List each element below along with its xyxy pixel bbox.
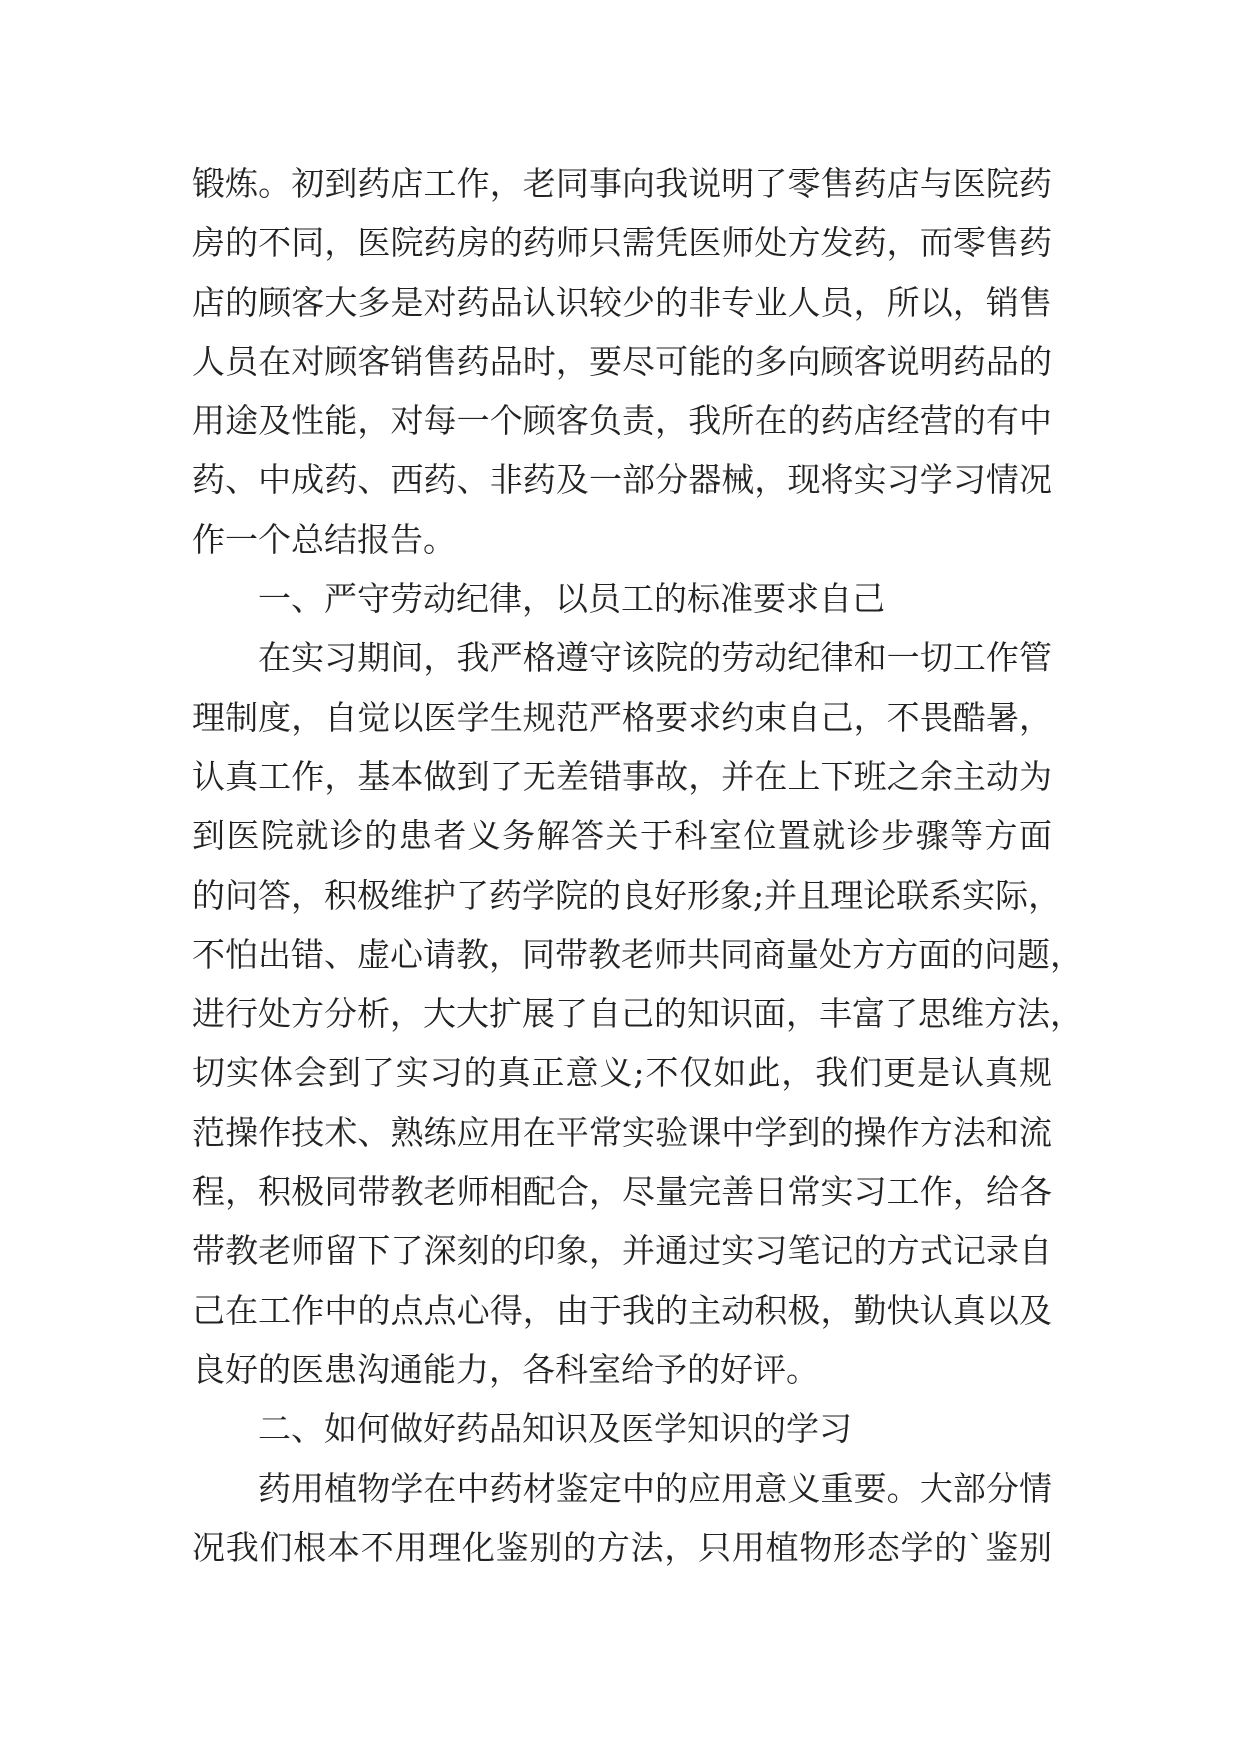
document-body [192,154,1083,1577]
text-line: 良好的医患沟通能力，各科室给予的好评。 [192,1349,819,1389]
text-line: 到医院就诊的患者义务解答关于科室位置就诊步骤等方面 [192,816,1052,856]
text-line: 的问答，积极维护了药学院的良好形象;并且理论联系实际， [192,875,1062,915]
text-line: 不怕出错、虚心请教，同带教老师共同商量处方方面的问题， [192,934,1083,974]
text-line: 药、中成药、西药、非药及一部分器械，现将实习学习情况 [192,460,1052,500]
text-line: 锻炼。初到药店工作，老同事向我说明了零售药店与医院药 [192,164,1052,203]
text-line: 带教老师留下了深刻的印象，并通过实习笔记的方式记录自 [192,1231,1052,1271]
section-heading-1: 一、严守劳动纪律，以员工的标准要求自己 [258,579,885,619]
text-line: 在实习期间，我严格遵守该院的劳动纪律和一切工作管 [258,638,1052,678]
text-line: 认真工作，基本做到了无差错事故，并在上下班之余主动为 [192,756,1052,796]
text-line: 理制度，自觉以医学生规范严格要求约束自己，不畏酷暑， [192,697,1052,737]
text-line: 程，积极同带教老师相配合，尽量完善日常实习工作，给各 [192,1172,1052,1212]
text-line: 况我们根本不用理化鉴别的方法，只用植物形态学的`鉴别 [192,1527,1052,1567]
text-line: 范操作技术、熟练应用在平常实验课中学到的操作方法和流 [192,1112,1052,1152]
text-line: 进行处方分析，大大扩展了自己的知识面，丰富了思维方法， [192,994,1083,1034]
text-line: 用途及性能，对每一个顾客负责，我所在的药店经营的有中 [192,401,1052,441]
text-line: 作一个总结报告。 [192,519,456,559]
text-line: 切实体会到了实习的真正意义;不仅如此，我们更是认真规 [192,1053,1052,1093]
text-line: 己在工作中的点点心得，由于我的主动积极，勤快认真以及 [192,1290,1052,1330]
text-line: 店的顾客大多是对药品认识较少的非专业人员，所以，销售 [192,282,1052,322]
text-line: 人员在对顾客销售药品时，要尽可能的多向顾客说明药品的 [192,341,1052,381]
section-heading-2: 二、如何做好药品知识及医学知识的学习 [258,1409,852,1449]
text-line: 药用植物学在中药材鉴定中的应用意义重要。大部分情 [258,1468,1052,1508]
text-line: 房的不同，医院药房的药师只需凭医师处方发药，而零售药 [192,223,1052,263]
